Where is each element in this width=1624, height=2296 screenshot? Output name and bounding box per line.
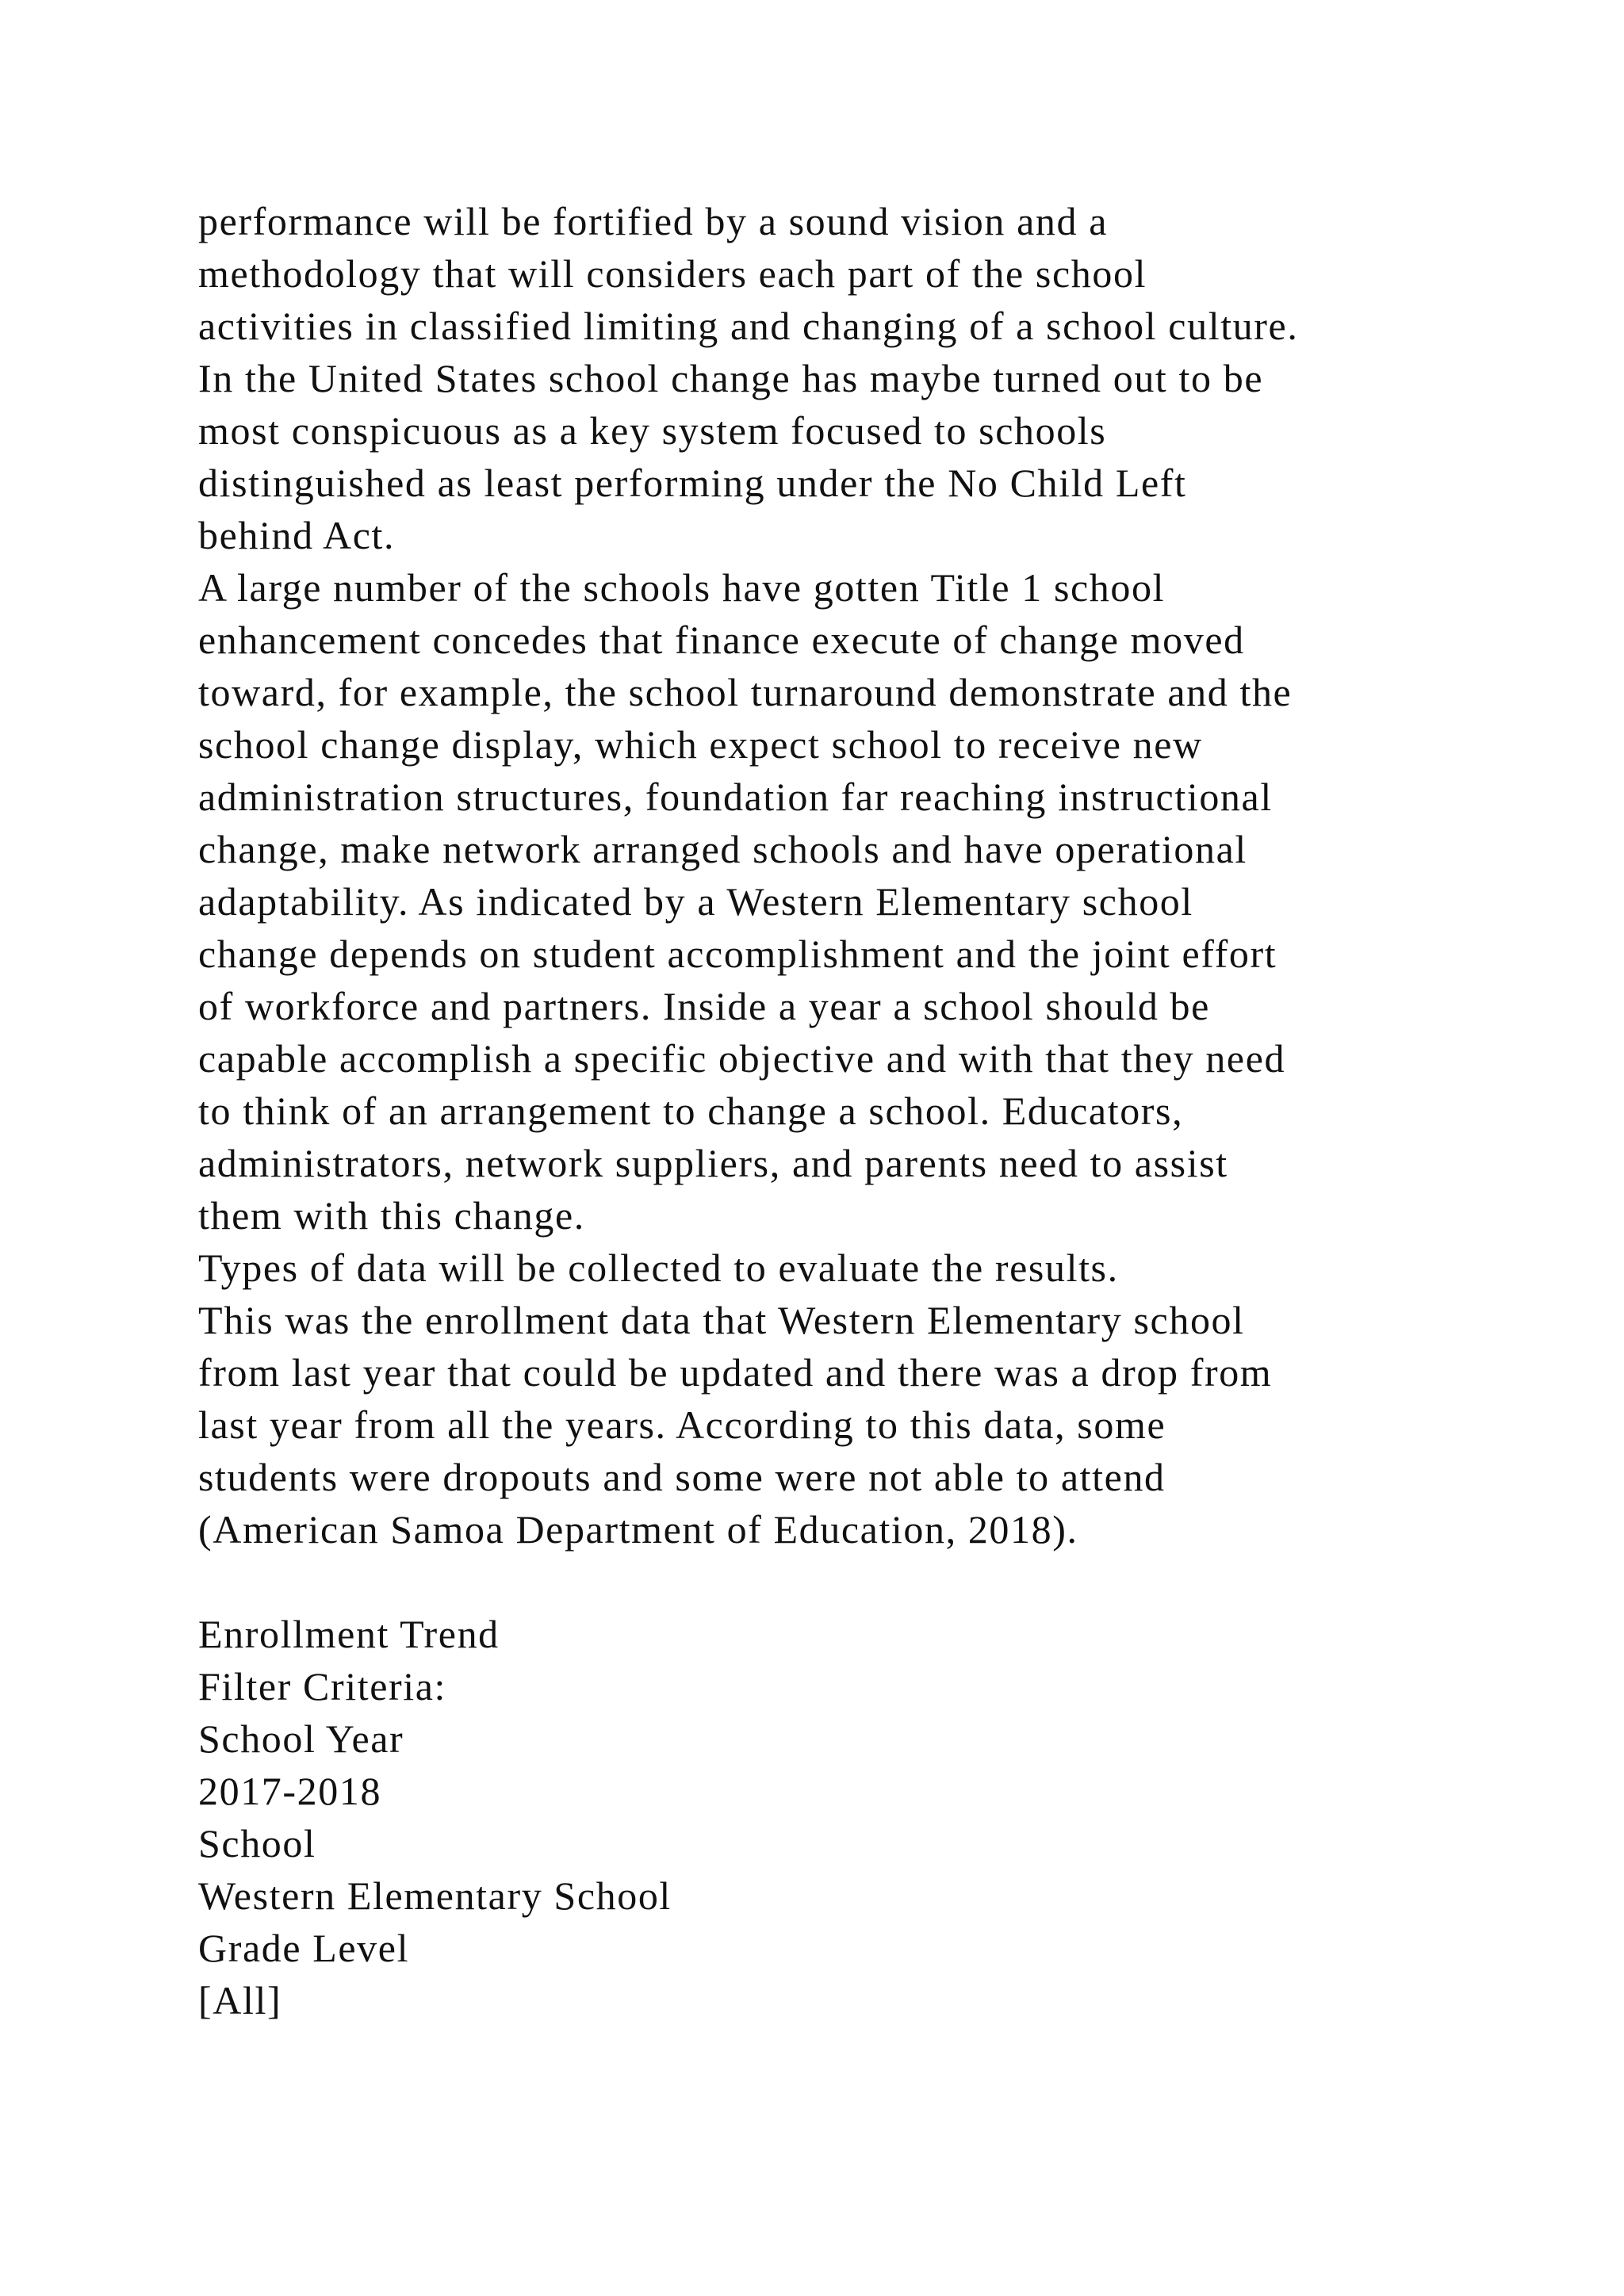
body-line: from last year that could be updated and there was a drop from: [198, 1350, 1273, 1395]
body-line: enhancement concedes that finance execute of change moved: [198, 618, 1245, 662]
body-line: activities in classified limiting and changing of a school culture.: [198, 304, 1299, 348]
body-line: change, make network arranged schools and have operational: [198, 827, 1247, 871]
school-label: School: [198, 1821, 316, 1866]
school-year-label: School Year: [198, 1716, 404, 1761]
body-line: most conspicuous as a key system focused to schools: [198, 408, 1107, 453]
grade-level-value: [All]: [198, 1978, 282, 2022]
filter-criteria-label: Filter Criteria:: [198, 1664, 447, 1709]
body-line: last year from all the years. According to this data, some: [198, 1402, 1166, 1447]
school-year-value: 2017-2018: [198, 1769, 382, 1813]
body-line: to think of an arrangement to change a school. Educators,: [198, 1089, 1184, 1133]
body-line: behind Act.: [198, 513, 396, 557]
body-line: adaptability. As indicated by a Western Elementary school: [198, 879, 1193, 924]
body-line: administrators, network suppliers, and parents need to assist: [198, 1141, 1228, 1185]
body-line: of workforce and partners. Inside a year a school should be: [198, 984, 1210, 1028]
body-line: Types of data will be collected to evaluate the results.: [198, 1246, 1119, 1290]
filter-title: Enrollment Trend: [198, 1612, 500, 1656]
grade-level-label: Grade Level: [198, 1926, 410, 1970]
body-line: change depends on student accomplishment and the joint effort: [198, 932, 1277, 976]
body-line: capable accomplish a specific objective and with that they need: [198, 1036, 1286, 1081]
body-line: In the United States school change has maybe turned out to be: [198, 356, 1264, 400]
body-line: school change display, which expect school to receive new: [198, 722, 1203, 767]
body-line: toward, for example, the school turnaround demonstrate and the: [198, 670, 1293, 714]
body-line: them with this change.: [198, 1193, 585, 1238]
body-line: administration structures, foundation far reaching instructional: [198, 775, 1273, 819]
body-line: (American Samoa Department of Education, 2018).: [198, 1507, 1078, 1552]
school-value: Western Elementary School: [198, 1873, 672, 1918]
body-line: This was the enrollment data that Western Elementary school: [198, 1298, 1245, 1342]
body-line: A large number of the schools have gotten Title 1 school: [198, 565, 1166, 610]
document-body: [198, 195, 1546, 2026]
body-line: distinguished as least performing under the No Child Left: [198, 461, 1187, 505]
body-line: students were dropouts and some were not able to attend: [198, 1455, 1166, 1499]
body-line: performance will be fortified by a sound vision and a: [198, 199, 1108, 243]
paragraph-gap: [198, 1556, 1546, 1608]
filter-block: [198, 1608, 1546, 2026]
body-line: methodology that will considers each part of the school: [198, 251, 1147, 296]
